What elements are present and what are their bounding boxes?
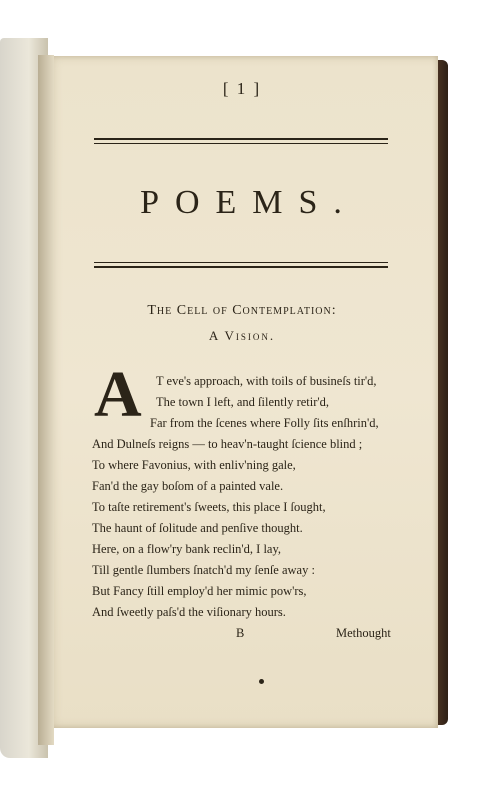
- verse-line: To where Favonius, with enliv'ning gale,: [92, 458, 296, 472]
- drop-cap: A: [94, 358, 142, 431]
- top-rule: [94, 138, 388, 140]
- verse-line: The haunt of ſolitude and penſive thought.: [92, 521, 303, 535]
- middle-rule: [94, 266, 388, 268]
- poem-subtitle: A Vision.: [208, 328, 276, 343]
- poem-title: The Cell of Contemplation:: [147, 303, 337, 318]
- verse-line: And ſweetly paſs'd the viſionary hours.: [92, 605, 286, 619]
- verse-line: T eve's approach, with toils of busineſs tir'd,: [156, 374, 377, 388]
- spine-shadow: [38, 55, 54, 745]
- verse-line: And Dulneſs reigns — to heav'n-taught ſcience blind ;: [92, 437, 363, 451]
- verse-line: Here, on a flow'ry bank reclin'd, I lay,: [92, 542, 282, 556]
- page-title: POEMS.: [140, 184, 358, 221]
- signature-mark: B: [236, 626, 245, 640]
- verse-line: But Fancy ſtill employ'd her mimic pow'rs,: [92, 584, 307, 598]
- catchword: Methought: [336, 626, 391, 640]
- verse-line: Till gentle ſlumbers ſnatch'd my ſenſe away :: [92, 563, 315, 577]
- verse-line: Far from the ſcenes where Folly ſits enſhrin'd,: [150, 416, 379, 430]
- ink-spot: [259, 679, 264, 684]
- top-rule-thin: [94, 143, 388, 144]
- verse-line: Fan'd the gay boſom of a painted vale.: [92, 479, 284, 493]
- verse-line: To taſte retirement's ſweets, this place I ſought,: [92, 500, 326, 514]
- verse-line: The town I left, and ſilently retir'd,: [156, 395, 330, 409]
- book-page: [46, 56, 438, 728]
- page-number: [ 1 ]: [222, 79, 262, 98]
- middle-rule-thin: [94, 262, 388, 263]
